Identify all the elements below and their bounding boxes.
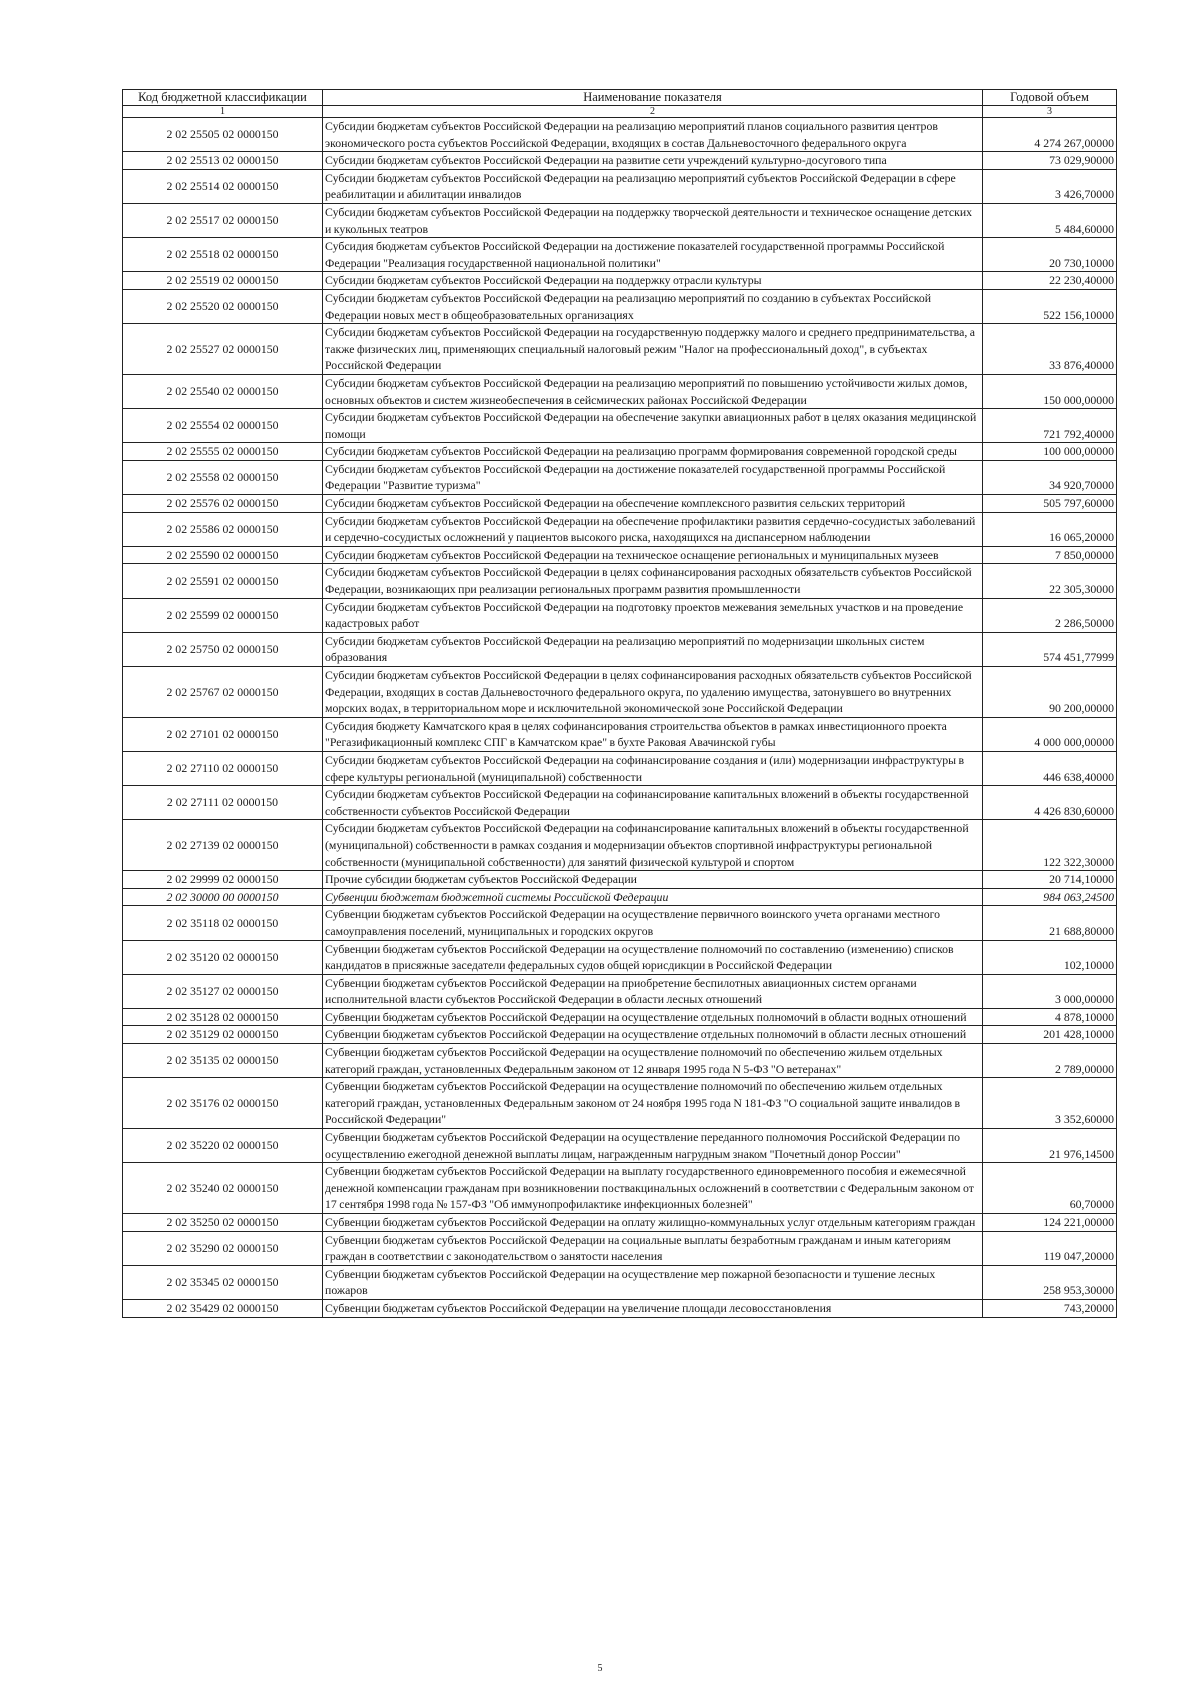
row-code: 2 02 25591 02 0000150 xyxy=(123,564,323,598)
row-code: 2 02 35128 02 0000150 xyxy=(123,1008,323,1026)
row-code: 2 02 25518 02 0000150 xyxy=(123,238,323,272)
table-row xyxy=(123,1008,1117,1026)
row-code: 2 02 25586 02 0000150 xyxy=(123,512,323,546)
table-row xyxy=(123,546,1117,564)
table-row xyxy=(123,1078,1117,1129)
row-name: Субсидии бюджетам субъектов Российской Федерации на подготовку проектов межевания земельных участков и на проведение кадастровых работ xyxy=(323,598,983,632)
row-amount: 124 221,00000 xyxy=(983,1214,1117,1232)
row-amount: 22 305,30000 xyxy=(983,564,1117,598)
row-amount: 34 920,70000 xyxy=(983,460,1117,494)
budget-document xyxy=(122,89,1116,1318)
row-code: 2 02 25558 02 0000150 xyxy=(123,460,323,494)
row-name: Субвенции бюджетам субъектов Российской Федерации на осуществление отдельных полномочий в области водных отношений xyxy=(323,1008,983,1026)
row-code: 2 02 35120 02 0000150 xyxy=(123,940,323,974)
row-amount: 150 000,00000 xyxy=(983,374,1117,408)
row-name: Субвенции бюджетам субъектов Российской Федерации на социальные выплаты безработным гражданам и иным категориям граждан в соответствии с законодательством о занятости населения xyxy=(323,1231,983,1265)
row-name: Субсидии бюджетам субъектов Российской Федерации на поддержку отрасли культуры xyxy=(323,272,983,290)
row-name: Субвенции бюджетам субъектов Российской Федерации на увеличение площади лесовосстановления xyxy=(323,1299,983,1317)
table-row xyxy=(123,1129,1117,1163)
header-name: Наименование показателя xyxy=(323,90,983,106)
row-name: Субвенции бюджетам субъектов Российской Федерации на осуществление мер пожарной безопасности и тушение лесных пожаров xyxy=(323,1265,983,1299)
row-code: 2 02 29999 02 0000150 xyxy=(123,871,323,889)
row-amount: 33 876,40000 xyxy=(983,324,1117,375)
row-amount: 258 953,30000 xyxy=(983,1265,1117,1299)
page-number: 5 xyxy=(597,1663,603,1674)
row-amount: 20 714,10000 xyxy=(983,871,1117,889)
table-row xyxy=(123,751,1117,785)
row-name: Прочие субсидии бюджетам субъектов Российской Федерации xyxy=(323,871,983,889)
header-row xyxy=(123,90,1117,106)
row-amount: 4 426 830,60000 xyxy=(983,786,1117,820)
row-name: Субвенции бюджетам субъектов Российской Федерации на осуществление полномочий по обеспечению жильем отдельных категорий граждан, установленных Федеральным законом от 12 января 1995 года N 5-ФЗ "О ветеранах" xyxy=(323,1044,983,1078)
row-amount: 3 426,70000 xyxy=(983,169,1117,203)
table-row xyxy=(123,272,1117,290)
row-code: 2 02 35429 02 0000150 xyxy=(123,1299,323,1317)
row-code: 2 02 35127 02 0000150 xyxy=(123,974,323,1008)
row-code: 2 02 27110 02 0000150 xyxy=(123,751,323,785)
table-row xyxy=(123,324,1117,375)
row-code: 2 02 35240 02 0000150 xyxy=(123,1163,323,1214)
header-code: Код бюджетной классификации xyxy=(123,90,323,106)
row-code: 2 02 35220 02 0000150 xyxy=(123,1129,323,1163)
row-code: 2 02 35129 02 0000150 xyxy=(123,1026,323,1044)
row-name: Субсидии бюджетам субъектов Российской Федерации в целях софинансирования расходных обязательств субъектов Российской Федерации, входящих в состав Дальневосточного федерального округа, по удалению имущества, затонувшего во внутренних морских водах, в территориальном море и исключительной экономической зоне Российской Федерации xyxy=(323,667,983,718)
row-amount: 100 000,00000 xyxy=(983,443,1117,461)
table-row xyxy=(123,1231,1117,1265)
row-name: Субвенции бюджетам субъектов Российской Федерации на осуществление переданного полномочия Российской Федерации по осуществлению ежегодной денежной выплаты лицам, награжденным нагрудным знаком "Почетный донор России" xyxy=(323,1129,983,1163)
row-amount: 446 638,40000 xyxy=(983,751,1117,785)
row-name: Субвенции бюджетам субъектов Российской Федерации на выплату государственного единовременного пособия и ежемесячной денежной компенсации гражданам при возникновении поствакцинальных осложнений в соответствии с Федеральным законом от 17 сентября 1998 года № 157-ФЗ "Об иммунопрофилактике инфекционных болезней" xyxy=(323,1163,983,1214)
header-num-2: 2 xyxy=(323,106,983,118)
row-amount: 2 286,50000 xyxy=(983,598,1117,632)
budget-table xyxy=(122,89,1117,1318)
row-amount: 7 850,00000 xyxy=(983,546,1117,564)
table-row xyxy=(123,1044,1117,1078)
row-amount: 21 976,14500 xyxy=(983,1129,1117,1163)
row-amount: 4 000 000,00000 xyxy=(983,717,1117,751)
row-code: 2 02 25590 02 0000150 xyxy=(123,546,323,564)
row-name: Субвенции бюджетам субъектов Российской Федерации на оплату жилищно-коммунальных услуг отдельным категориям граждан xyxy=(323,1214,983,1232)
table-row xyxy=(123,717,1117,751)
row-name: Субсидии бюджетам субъектов Российской Федерации на техническое оснащение региональных и муниципальных музеев xyxy=(323,546,983,564)
row-code: 2 02 25576 02 0000150 xyxy=(123,495,323,513)
table-row xyxy=(123,203,1117,237)
row-name: Субсидия бюджетам субъектов Российской Федерации на достижение показателей государственной программы Российской Федерации "Реализация государственной национальной политики" xyxy=(323,238,983,272)
row-code: 2 02 25555 02 0000150 xyxy=(123,443,323,461)
row-name: Субвенции бюджетам субъектов Российской Федерации на осуществление полномочий по составлению (изменению) списков кандидатов в присяжные заседатели федеральных судов общей юрисдикции в Российской Федерации xyxy=(323,940,983,974)
row-code: 2 02 25599 02 0000150 xyxy=(123,598,323,632)
row-amount: 2 789,00000 xyxy=(983,1044,1117,1078)
table-row xyxy=(123,443,1117,461)
table-row xyxy=(123,1299,1117,1317)
row-code: 2 02 25513 02 0000150 xyxy=(123,152,323,170)
row-amount: 5 484,60000 xyxy=(983,203,1117,237)
row-name: Субсидии бюджетам субъектов Российской Федерации на реализацию мероприятий планов социального развития центров экономического роста субъектов Российской Федерации, входящих в состав Дальневосточного федерального округа xyxy=(323,118,983,152)
row-amount: 22 230,40000 xyxy=(983,272,1117,290)
table-row xyxy=(123,1265,1117,1299)
row-amount: 119 047,20000 xyxy=(983,1231,1117,1265)
table-row xyxy=(123,289,1117,323)
table-row xyxy=(123,169,1117,203)
row-name: Субсидии бюджетам субъектов Российской Федерации в целях софинансирования расходных обязательств субъектов Российской Федерации, возникающих при реализации региональных программ развития промышленности xyxy=(323,564,983,598)
row-name: Субсидии бюджетам субъектов Российской Федерации на реализацию мероприятий субъектов Российской Федерации в сфере реабилитации и абилитации инвалидов xyxy=(323,169,983,203)
row-code: 2 02 35135 02 0000150 xyxy=(123,1044,323,1078)
table-row xyxy=(123,495,1117,513)
row-name: Субсидии бюджетам субъектов Российской Федерации на софинансирование капитальных вложений в объекты государственной собственности субъектов Российской Федерации xyxy=(323,786,983,820)
table-row xyxy=(123,460,1117,494)
row-amount: 4 274 267,00000 xyxy=(983,118,1117,152)
row-name: Субсидии бюджетам субъектов Российской Федерации на обеспечение комплексного развития сельских территорий xyxy=(323,495,983,513)
row-code: 2 02 25527 02 0000150 xyxy=(123,324,323,375)
row-amount: 122 322,30000 xyxy=(983,820,1117,871)
row-name: Субсидии бюджетам субъектов Российской Федерации на реализацию мероприятий по повышению устойчивости жилых домов, основных объектов и систем жизнеобеспечения в сейсмических районах Российской Федерации xyxy=(323,374,983,408)
row-amount: 16 065,20000 xyxy=(983,512,1117,546)
row-code: 2 02 25750 02 0000150 xyxy=(123,632,323,666)
header-num-3: 3 xyxy=(983,106,1117,118)
header-num-1: 1 xyxy=(123,106,323,118)
row-code: 2 02 30000 00 0000150 xyxy=(123,888,323,906)
row-amount: 984 063,24500 xyxy=(983,888,1117,906)
table-row xyxy=(123,786,1117,820)
row-amount: 90 200,00000 xyxy=(983,667,1117,718)
row-code: 2 02 25519 02 0000150 xyxy=(123,272,323,290)
row-name: Субсидии бюджетам субъектов Российской Федерации на реализацию мероприятий по модернизации школьных систем образования xyxy=(323,632,983,666)
row-code: 2 02 25517 02 0000150 xyxy=(123,203,323,237)
row-amount: 522 156,10000 xyxy=(983,289,1117,323)
row-code: 2 02 25554 02 0000150 xyxy=(123,409,323,443)
row-code: 2 02 35345 02 0000150 xyxy=(123,1265,323,1299)
table-row xyxy=(123,667,1117,718)
row-name: Субсидии бюджетам субъектов Российской Федерации на государственную поддержку малого и среднего предпринимательства, а также физических лиц, применяющих специальный налоговый режим "Налог на профессиональный доход", в субъектах Российской Федерации xyxy=(323,324,983,375)
table-row xyxy=(123,871,1117,889)
table-row xyxy=(123,118,1117,152)
row-amount: 721 792,40000 xyxy=(983,409,1117,443)
row-name: Субвенции бюджетам субъектов Российской Федерации на осуществление отдельных полномочий в области лесных отношений xyxy=(323,1026,983,1044)
row-code: 2 02 35250 02 0000150 xyxy=(123,1214,323,1232)
row-code: 2 02 25767 02 0000150 xyxy=(123,667,323,718)
row-amount: 743,20000 xyxy=(983,1299,1117,1317)
row-amount: 505 797,60000 xyxy=(983,495,1117,513)
row-amount: 4 878,10000 xyxy=(983,1008,1117,1026)
row-code: 2 02 35290 02 0000150 xyxy=(123,1231,323,1265)
table-row xyxy=(123,374,1117,408)
table-row xyxy=(123,409,1117,443)
table-body xyxy=(123,118,1117,1318)
row-amount: 574 451,77999 xyxy=(983,632,1117,666)
row-amount: 21 688,80000 xyxy=(983,906,1117,940)
row-code: 2 02 35118 02 0000150 xyxy=(123,906,323,940)
row-code: 2 02 25540 02 0000150 xyxy=(123,374,323,408)
row-amount: 3 352,60000 xyxy=(983,1078,1117,1129)
row-code: 2 02 27111 02 0000150 xyxy=(123,786,323,820)
row-name: Субвенции бюджетам бюджетной системы Российской Федерации xyxy=(323,888,983,906)
header-amount: Годовой объем xyxy=(983,90,1117,106)
table-row xyxy=(123,152,1117,170)
row-amount: 201 428,10000 xyxy=(983,1026,1117,1044)
table-row xyxy=(123,820,1117,871)
row-name: Субсидии бюджетам субъектов Российской Федерации на софинансирование капитальных вложений в объекты государственной (муниципальной) собственности в рамках создания и модернизации объектов спортивной инфраструктуры региональной собственности (муниципальной собственности) для занятий физической культурой и спортом xyxy=(323,820,983,871)
row-name: Субвенции бюджетам субъектов Российской Федерации на приобретение беспилотных авиационных систем органами исполнительной власти субъектов Российской Федерации в области лесных отношений xyxy=(323,974,983,1008)
row-name: Субсидия бюджету Камчатского края в целях софинансирования строительства объектов в рамках инвестиционного проекта "Регазификационный комплекс СПГ в Камчатском крае" в бухте Раковая Авачинской губы xyxy=(323,717,983,751)
table-row xyxy=(123,1163,1117,1214)
row-name: Субсидии бюджетам субъектов Российской Федерации на поддержку творческой деятельности и техническое оснащение детских и кукольных театров xyxy=(323,203,983,237)
table-row xyxy=(123,564,1117,598)
row-name: Субсидии бюджетам субъектов Российской Федерации на обеспечение закупки авиационных работ в целях оказания медицинской помощи xyxy=(323,409,983,443)
table-row xyxy=(123,974,1117,1008)
table-row xyxy=(123,632,1117,666)
row-code: 2 02 35176 02 0000150 xyxy=(123,1078,323,1129)
row-amount: 102,10000 xyxy=(983,940,1117,974)
row-name: Субсидии бюджетам субъектов Российской Федерации на реализацию мероприятий по созданию в субъектах Российской Федерации новых мест в общеобразовательных организациях xyxy=(323,289,983,323)
table-row xyxy=(123,1214,1117,1232)
row-code: 2 02 25520 02 0000150 xyxy=(123,289,323,323)
row-amount: 73 029,90000 xyxy=(983,152,1117,170)
row-code: 2 02 27101 02 0000150 xyxy=(123,717,323,751)
header-number-row xyxy=(123,106,1117,118)
table-row xyxy=(123,598,1117,632)
row-name: Субсидии бюджетам субъектов Российской Федерации на достижение показателей государственной программы Российской Федерации "Развитие туризма" xyxy=(323,460,983,494)
table-row xyxy=(123,1026,1117,1044)
row-name: Субсидии бюджетам субъектов Российской Федерации на реализацию программ формирования современной городской среды xyxy=(323,443,983,461)
row-amount: 20 730,10000 xyxy=(983,238,1117,272)
row-code: 2 02 27139 02 0000150 xyxy=(123,820,323,871)
table-row xyxy=(123,238,1117,272)
row-amount: 3 000,00000 xyxy=(983,974,1117,1008)
row-code: 2 02 25514 02 0000150 xyxy=(123,169,323,203)
row-name: Субсидии бюджетам субъектов Российской Федерации на софинансирование создания и (или) модернизации инфраструктуры в сфере культуры региональной (муниципальной) собственности xyxy=(323,751,983,785)
table-row xyxy=(123,940,1117,974)
row-code: 2 02 25505 02 0000150 xyxy=(123,118,323,152)
row-name: Субвенции бюджетам субъектов Российской Федерации на осуществление первичного воинского учета органами местного самоуправления поселений, муниципальных и городских округов xyxy=(323,906,983,940)
table-row xyxy=(123,888,1117,906)
row-name: Субсидии бюджетам субъектов Российской Федерации на развитие сети учреждений культурно-досугового типа xyxy=(323,152,983,170)
row-name: Субсидии бюджетам субъектов Российской Федерации на обеспечение профилактики развития сердечно-сосудистых заболеваний и сердечно-сосудистых осложнений у пациентов высокого риска, находящихся на диспансерном наблюдении xyxy=(323,512,983,546)
table-row xyxy=(123,512,1117,546)
row-name: Субвенции бюджетам субъектов Российской Федерации на осуществление полномочий по обеспечению жильем отдельных категорий граждан, установленных Федеральным законом от 24 ноября 1995 года N 181-ФЗ "О социальной защите инвалидов в Российской Федерации" xyxy=(323,1078,983,1129)
row-amount: 60,70000 xyxy=(983,1163,1117,1214)
table-row xyxy=(123,906,1117,940)
